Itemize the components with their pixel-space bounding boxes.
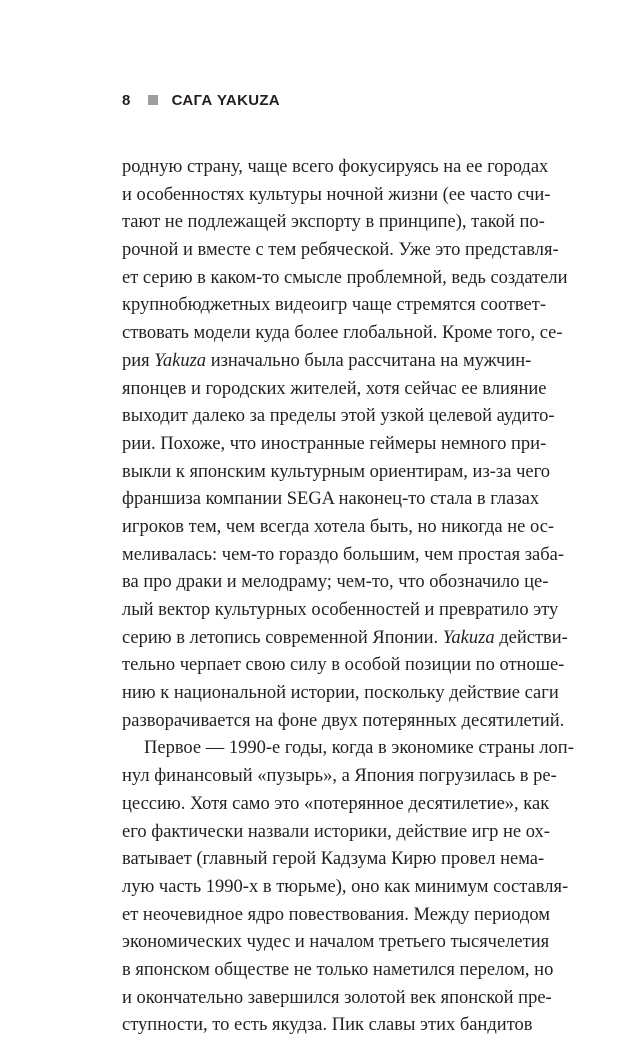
text-line-segment: и особенностях культуры ночной жизни (ее часто счи- <box>122 184 551 205</box>
text-line <box>122 459 550 487</box>
running-head-title: САГА YAKUZA <box>171 91 280 109</box>
text-line <box>122 874 569 902</box>
text-line <box>122 819 550 847</box>
text-line <box>122 597 559 625</box>
text-line-segment: серию в летопись современной Японии. <box>122 627 443 648</box>
text-line <box>122 902 550 930</box>
text-line-segment: ет серию в каком-то смысле проблемной, ведь создатели <box>122 267 568 288</box>
text-line <box>122 680 559 708</box>
text-line <box>122 237 559 265</box>
text-line-segment: ва про драки и мелодраму; чем-то, что обозначило це- <box>122 572 549 593</box>
text-line-segment: ствовать модели куда более глобальной. Кроме того, се- <box>122 323 563 344</box>
text-line-segment: разворачивается на фоне двух потерянных десятилетий. <box>122 710 565 731</box>
text-line <box>122 791 550 819</box>
text-line <box>122 265 568 293</box>
text-line <box>122 320 563 348</box>
text-line-segment: тают не подлежащей экспорту в принципе), такой по- <box>122 212 545 233</box>
text-line-segment: выкли к японским культурным ориентирам, из-за чего <box>122 461 550 482</box>
text-line-segment: меливалась: чем-то гораздо большим, чем простая заба- <box>122 544 565 565</box>
running-head <box>122 90 280 110</box>
text-line-segment: крупнобюджетных видеоигр чаще стремятся соответ- <box>122 295 547 316</box>
text-line <box>122 957 554 985</box>
text-line <box>122 1012 533 1040</box>
page-number: 8 <box>122 91 131 109</box>
text-line-segment: выходит далеко за пределы этой узкой целевой аудито- <box>122 406 555 427</box>
text-line <box>122 846 545 874</box>
text-line-segment: и окончательно завершился золотой век японской пре- <box>122 987 552 1008</box>
text-line-segment: ет неочевидное ядро повествования. Между периодом <box>122 904 550 925</box>
text-line-segment: франшиза компании SEGA наконец-то стала в глазах <box>122 489 540 510</box>
text-line <box>122 708 565 736</box>
text-line-segment: лый вектор культурных особенностей и превратило эту <box>122 600 559 620</box>
text-line-segment: лую часть 1990-х в тюрьме), оно как минимум составля- <box>122 876 569 897</box>
text-line-segment: изначально была рассчитана на мужчин- <box>206 350 532 371</box>
text-line <box>122 486 540 514</box>
italic-title: Yakuza <box>442 627 495 648</box>
text-line <box>122 431 547 459</box>
text-line <box>122 542 565 570</box>
text-line <box>122 929 550 957</box>
text-line <box>122 985 552 1013</box>
text-line-segment: ступности, то есть якудза. Пик славы этих бандитов <box>122 1015 533 1036</box>
text-line-segment: рия <box>122 350 155 371</box>
text-line-segment: родную страну, чаще всего фокусируясь на ее городах <box>122 157 549 177</box>
text-line-segment: игроков тем, чем всегда хотела быть, но никогда не ос- <box>122 516 555 537</box>
text-line <box>122 348 532 376</box>
text-line <box>122 735 574 763</box>
text-line-segment: экономических чудес и началом третьего тысячелетия <box>122 932 550 953</box>
text-line-segment: ватывает (главный герой Кадзума Кирю провел нема- <box>122 849 545 870</box>
text-line-segment: Первое — 1990-е годы, когда в экономике страны лоп- <box>144 738 574 759</box>
text-line <box>122 182 551 210</box>
text-line-segment: его фактически назвали историки, действие игр не ох- <box>122 821 550 842</box>
text-line-segment: нию к национальной истории, поскольку действие саги <box>122 683 559 704</box>
text-line <box>122 376 547 404</box>
text-line <box>122 514 555 542</box>
body-text <box>122 154 574 1040</box>
text-line-segment: японцев и городских жителей, хотя сейчас ее влияние <box>122 378 547 399</box>
italic-title: Yakuza <box>154 350 207 371</box>
text-line-segment: рочной и вместе с тем ребяческой. Уже это представля- <box>122 240 559 261</box>
text-line <box>122 569 549 597</box>
text-line-segment: в японском обществе не только наметился перелом, но <box>122 959 554 980</box>
separator-square-icon <box>148 95 158 105</box>
text-line <box>122 209 545 237</box>
text-line <box>122 625 568 653</box>
text-line <box>122 403 555 431</box>
text-line <box>122 154 549 182</box>
text-line-segment: нул финансовый «пузырь», а Япония погрузилась в ре- <box>122 766 557 787</box>
text-line <box>122 652 565 680</box>
text-line-segment: цессию. Хотя само это «потерянное десятилетие», как <box>122 793 550 814</box>
text-line <box>122 292 547 320</box>
text-line-segment: тельно черпает свою силу в особой позиции по отноше- <box>122 655 565 676</box>
text-line <box>122 763 557 791</box>
text-line-segment: рии. Похоже, что иностранные геймеры немного при- <box>122 433 547 454</box>
text-line-segment: действи- <box>494 627 568 648</box>
